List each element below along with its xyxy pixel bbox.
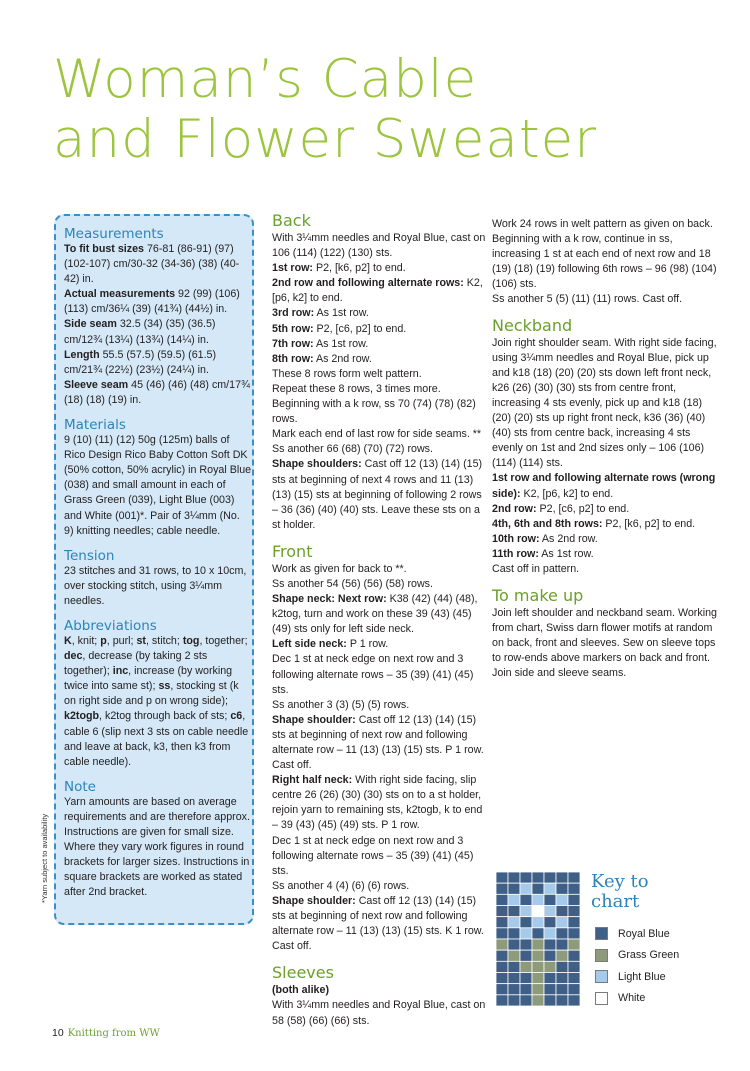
chart-cell <box>556 961 568 972</box>
abbreviations-section <box>64 618 252 770</box>
abbreviation-term: c6 <box>230 710 243 723</box>
chart-cell <box>520 906 532 917</box>
instruction-text: Beginning with a k row, continue in ss, increasing 1 st at each end of next row and 18 (19) (18) (19) following 6th rows – 96 (98) (104) (106) sts. <box>492 233 717 291</box>
chart-cell <box>496 883 508 894</box>
chart-cell <box>532 928 544 939</box>
chart-cell <box>532 883 544 894</box>
instruction-label: 1st row: <box>272 262 313 275</box>
legend-swatch <box>595 992 608 1005</box>
instruction-text: As 1st row. <box>313 337 369 350</box>
instruction-text: As 1st row. <box>538 547 594 560</box>
chart-cell <box>532 917 544 928</box>
legend-swatch <box>595 927 608 940</box>
chart-cell <box>520 961 532 972</box>
chart-cell <box>568 894 580 905</box>
instruction-label: Shape shoulder: <box>272 894 356 907</box>
instruction-text: Beginning with a k row, ss 70 (74) (78) (82) rows. <box>272 398 476 426</box>
instruction-text: Ss another 5 (5) (11) (11) rows. Cast off. <box>492 293 683 306</box>
measurement-label: Actual measurements <box>64 288 176 301</box>
chart-cell <box>496 984 508 995</box>
measurement-label: Side seam <box>64 318 117 331</box>
instruction-text: As 2nd row. <box>539 532 598 545</box>
instruction-line <box>272 322 487 337</box>
instruction-label: 11th row: <box>492 547 539 560</box>
chart-cell <box>544 961 556 972</box>
instruction-line <box>272 592 487 637</box>
yarn-availability-note: *Yarn subject to availability <box>40 813 49 903</box>
chart-legend <box>595 923 679 1009</box>
chart-cell <box>508 928 520 939</box>
page-footer <box>52 1027 160 1039</box>
abbreviations-text <box>64 634 252 770</box>
instruction-text: Mark each end of last row for side seams. ** <box>272 428 482 441</box>
chart-cell <box>544 984 556 995</box>
abbreviation-term: tog <box>182 634 200 647</box>
materials-text: 9 (10) (11) (12) 50g (125m) balls of Rico Design Rico Baby Cotton Soft DK (50% cotton, 50% acrylic) in Royal Blue (038) and small amount in each of Grass Green (039), Light Blue (003) and White (001)*. Pair of 3¼mm (No. 9) knitting needles; cable needle. <box>64 434 252 537</box>
abbreviation-term: ss <box>158 680 171 693</box>
page-title <box>53 50 733 170</box>
instruction-text: P2, [k6, p2] to end. <box>602 517 696 530</box>
chart-cell <box>508 894 520 905</box>
instruction-line <box>272 231 487 261</box>
chart-cell <box>568 961 580 972</box>
chart-cell <box>544 894 556 905</box>
back-heading: Back <box>272 211 311 230</box>
chart-cell <box>556 928 568 939</box>
chart-cell <box>544 872 556 883</box>
instruction-text: Ss another 4 (4) (6) (6) rows. <box>272 879 410 892</box>
legend-item <box>595 966 679 988</box>
chart-cell <box>556 906 568 917</box>
instruction-text: Cast off in pattern. <box>492 562 580 575</box>
abbreviation-meaning: , k2tog through back of sts; <box>99 710 231 723</box>
front-instructions <box>272 562 487 954</box>
chart-cell <box>508 984 520 995</box>
abbreviation-meaning: , increase (by working twice into same st); <box>64 665 233 693</box>
measurement-value: 32.5 (34) (35) (36.5) cm/12¾ (13¼) (13¾) (14¼) in. <box>64 318 216 346</box>
chart-cell <box>496 950 508 961</box>
chart-cell <box>568 995 580 1006</box>
instruction-label: 1st row and following alternate rows (wrong side): <box>492 472 716 500</box>
instruction-label: Shape shoulders: <box>272 458 362 471</box>
chart-cell <box>508 995 520 1006</box>
flower-motif-chart <box>496 872 580 1006</box>
abbreviation-meaning: , decrease (by taking 2 sts together); <box>64 650 208 678</box>
abbreviation-term: dec <box>64 650 83 663</box>
measurement-label: Sleeve seam <box>64 378 129 391</box>
chart-cell <box>544 995 556 1006</box>
instruction-line <box>272 427 487 442</box>
chart-cell <box>520 917 532 928</box>
sleeves-subheading: (both alike) <box>272 984 330 997</box>
chart-cell <box>556 883 568 894</box>
chart-cell <box>508 883 520 894</box>
instruction-line <box>492 517 722 532</box>
instruction-text: As 1st row. <box>314 307 369 320</box>
instruction-text: Dec 1 st at neck edge on next row and 3 following alternate rows – 35 (39) (41) (45) sts. <box>272 834 474 877</box>
instruction-line <box>272 562 487 577</box>
legend-label: Royal Blue <box>618 927 670 940</box>
chart-cell <box>544 939 556 950</box>
materials-section <box>64 417 252 539</box>
chart-cell <box>520 973 532 984</box>
legend-label: White <box>618 992 646 1005</box>
instruction-label: Left side neck: <box>272 638 347 651</box>
title-line-1: Woman’s Cable <box>53 49 478 110</box>
instruction-line <box>272 337 487 352</box>
sleeves-heading: Sleeves <box>272 963 334 983</box>
instruction-line <box>272 306 487 321</box>
chart-cell <box>532 894 544 905</box>
chart-cell <box>532 973 544 984</box>
legend-item <box>595 923 679 945</box>
legend-swatch <box>595 949 608 962</box>
instruction-label: 2nd row and following alternate rows: <box>272 277 464 290</box>
instruction-text: K2, [p6, k2] to end. <box>272 277 483 305</box>
instruction-line <box>492 471 722 501</box>
instruction-line <box>272 577 487 592</box>
instruction-text: Ss another 54 (56) (56) (58) rows. <box>272 577 433 590</box>
instruction-line <box>492 336 722 472</box>
instruction-text: Join right shoulder seam. With right side facing, using 3¼mm needles and Royal Blue, pick up and k18 (18) (20) (20) sts down left front neck, k26 (26) (30) (30) sts from centre front, increasing 4 sts evenly, pick up and k18 (18) (20) (20) sts up right front neck, k36 (36) (40) (40) sts from centre back, increasing 4 sts evenly on 1st and 2nd sizes only – 106 (106) (114) (114) sts. <box>492 336 717 470</box>
legend-item <box>595 988 679 1010</box>
chart-cell <box>520 928 532 939</box>
materials-heading: Materials <box>64 417 126 434</box>
measurement-label: To fit bust sizes <box>64 243 144 255</box>
instruction-line <box>492 532 722 547</box>
make-up-heading: To make up <box>492 586 584 606</box>
instruction-text: P2, [c6, p2] to end. <box>313 322 407 335</box>
instruction-text: P 1 row. <box>346 638 389 651</box>
instruction-line <box>272 261 487 276</box>
page-number: 10 <box>52 1027 64 1039</box>
column-middle <box>272 210 487 1029</box>
chart-cell <box>508 939 520 950</box>
instruction-text: Work 24 rows in welt pattern as given on back. <box>492 218 713 230</box>
publication-name: Knitting from WW <box>67 1028 160 1039</box>
abbreviation-meaning: , together; <box>199 634 248 647</box>
chart-cell <box>508 872 520 883</box>
chart-cell <box>520 939 532 950</box>
chart-cell <box>496 917 508 928</box>
chart-cell <box>556 917 568 928</box>
chart-cell <box>496 973 508 984</box>
abbreviation-term: K <box>64 634 72 647</box>
key-title <box>591 872 649 912</box>
instruction-line <box>272 713 487 773</box>
chart-cell <box>520 872 532 883</box>
instruction-text: P2, [c6, p2] to end. <box>536 502 630 515</box>
chart-cell <box>568 973 580 984</box>
chart-cell <box>544 973 556 984</box>
instruction-label: 2nd row: <box>492 502 537 515</box>
instruction-text: Ss another 66 (68) (70) (72) rows. <box>272 443 433 456</box>
chart-cell <box>496 872 508 883</box>
instruction-line <box>272 698 487 713</box>
instruction-line <box>272 367 487 382</box>
instruction-label: 4th, 6th and 8th rows: <box>492 517 603 530</box>
abbreviation-term: k2togb <box>64 710 100 723</box>
instruction-text: Dec 1 st at neck edge on next row and 3 following alternate rows – 35 (39) (41) (45) sts. <box>272 653 474 696</box>
instruction-label: 7th row: <box>272 337 314 350</box>
chart-cell <box>520 883 532 894</box>
measurements-text <box>64 242 252 408</box>
chart-cell <box>568 872 580 883</box>
chart-cell <box>556 950 568 961</box>
measurement-value: 45 (46) (46) (48) cm/17¾ (18) (18) (19) in. <box>64 378 250 406</box>
measurement-value: 76-81 (86-91) (97) (102-107) cm/30-32 (34-36) (38) (40-42) in. <box>64 243 240 286</box>
measurement-label: Length <box>64 348 100 361</box>
key-title-line-1: Key to <box>591 871 649 892</box>
chart-cell <box>496 961 508 972</box>
chart-cell <box>544 906 556 917</box>
instruction-line <box>272 773 487 833</box>
instruction-label: 8th row: <box>272 352 314 365</box>
instruction-line <box>492 547 722 562</box>
abbreviations-heading: Abbreviations <box>64 617 157 634</box>
instruction-text: Repeat these 8 rows, 3 times more. <box>272 382 441 395</box>
chart-cell <box>556 995 568 1006</box>
abbreviation-meaning: , stitch; <box>145 634 183 647</box>
instruction-line <box>272 637 487 652</box>
instruction-label: 5th row: <box>272 322 314 335</box>
legend-label: Grass Green <box>618 949 680 962</box>
instruction-label: Shape neck: Next row: <box>272 593 387 606</box>
abbreviation-term: p <box>100 634 107 647</box>
sleeves-instructions-start <box>272 998 487 1028</box>
instruction-line <box>272 834 487 879</box>
chart-cell <box>508 917 520 928</box>
instruction-line <box>272 652 487 697</box>
tension-section <box>64 548 252 609</box>
note-heading: Note <box>64 778 96 795</box>
chart-cell <box>556 984 568 995</box>
instruction-line <box>492 217 722 232</box>
chart-cell <box>544 917 556 928</box>
instruction-text: With right side facing, slip centre 26 (26) (30) (30) sts on to a st holder, rejoin yarn to remaining sts, k2togb, k to end – 39 (43) (45) (49) sts. P 1 row. <box>272 774 483 832</box>
instruction-text: With 3¼mm needles and Royal Blue, cast on 58 (58) (66) (66) sts. <box>272 999 486 1027</box>
make-up-text: Join left shoulder and neckband seam. Working from chart, Swiss darn flower motifs at random on back, front and sleeves. Sew on sleeve tops to row-ends above markers on back and front. Join side and sleeve seams. <box>492 607 717 680</box>
instruction-text: K38 (42) (44) (48), k2tog, turn and work on these 39 (43) (45) (49) sts only for left side neck. <box>272 593 478 636</box>
chart-cell <box>532 995 544 1006</box>
chart-cell <box>568 939 580 950</box>
chart-cell <box>508 973 520 984</box>
instruction-line <box>492 502 722 517</box>
instruction-label: Shape shoulder: <box>272 713 356 726</box>
instruction-text: With 3¼mm needles and Royal Blue, cast on 106 (114) (122) (130) sts. <box>272 232 486 260</box>
chart-cell <box>508 950 520 961</box>
instruction-text: Cast off 12 (13) (14) (15) sts at beginning of next row and following alternate row – 11 (13) (13) (15) sts. K 1 row. Cast off. <box>272 894 484 953</box>
instruction-line <box>492 562 722 577</box>
chart-cell <box>532 961 544 972</box>
legend-swatch <box>595 970 608 983</box>
chart-cell <box>520 984 532 995</box>
instruction-line <box>272 879 487 894</box>
instruction-text: Cast off 12 (13) (14) (15) sts at beginning of next row and following alternate row – 11 (13) (13) (15) sts. P 1 row. Cast off. <box>272 713 484 772</box>
chart-cell <box>532 984 544 995</box>
chart-cell <box>544 928 556 939</box>
chart-cell <box>544 950 556 961</box>
instruction-line <box>272 276 487 306</box>
abbreviation-meaning: , knit; <box>71 634 101 647</box>
instruction-line <box>492 232 722 292</box>
chart-cell <box>556 939 568 950</box>
instruction-line <box>272 352 487 367</box>
chart-cell <box>568 950 580 961</box>
chart-cell <box>496 995 508 1006</box>
instruction-label: Right half neck: <box>272 774 353 787</box>
instruction-text: As 2nd row. <box>313 352 372 365</box>
measurement-value: 55.5 (57.5) (59.5) (61.5) cm/21¾ (22½) (23½) (24¼) in. <box>64 348 217 376</box>
abbreviation-term: st <box>136 634 146 647</box>
chart-cell <box>520 894 532 905</box>
chart-cell <box>496 894 508 905</box>
instruction-line <box>272 457 487 532</box>
instruction-text: These 8 rows form welt pattern. <box>272 367 422 380</box>
instruction-label: 3rd row: <box>272 307 315 320</box>
neckband-instructions <box>492 336 722 578</box>
instruction-line <box>272 442 487 457</box>
note-text: Yarn amounts are based on average requirements and are therefore approx. Instructions are given for small size. Where they vary work figures in round brackets for larger sizes. Instructions in square brackets are worked as stated after 2nd bracket. <box>64 795 250 899</box>
measurements-section <box>64 226 252 408</box>
chart-cell <box>568 917 580 928</box>
chart-cell <box>544 883 556 894</box>
back-instructions <box>272 231 487 533</box>
chart-cell <box>520 950 532 961</box>
measurement-value: 92 (99) (106) (113) cm/36¼ (39) (41¾) (44½) in. <box>64 288 240 316</box>
title-line-2: and Flower Sweater <box>53 109 598 170</box>
note-section <box>64 779 252 901</box>
chart-cell <box>532 872 544 883</box>
abbreviation-meaning: , stocking st (k on right side and p on wrong side); <box>64 680 239 708</box>
tension-text: 23 stitches and 31 rows, to 10 x 10cm, over stocking stitch, using 3¼mm needles. <box>64 564 247 607</box>
legend-item <box>595 945 679 967</box>
instruction-text: Ss another 3 (3) (5) (5) rows. <box>272 698 410 711</box>
chart-cell <box>496 928 508 939</box>
instruction-line <box>272 998 487 1028</box>
key-title-line-2: chart <box>591 891 640 912</box>
chart-cell <box>520 995 532 1006</box>
chart-cell <box>568 984 580 995</box>
measurements-heading: Measurements <box>64 226 164 242</box>
chart-cell <box>508 961 520 972</box>
chart-cell <box>496 906 508 917</box>
abbreviation-meaning: , purl; <box>106 634 137 647</box>
instruction-text: K2, [p6, k2] to end. <box>520 487 614 500</box>
sleeves-instructions-cont <box>492 217 722 308</box>
front-heading: Front <box>272 541 313 561</box>
info-sidebar <box>54 214 254 925</box>
instruction-line <box>272 894 487 954</box>
chart-cell <box>568 906 580 917</box>
abbreviation-term: inc <box>112 665 129 678</box>
chart-cell <box>532 939 544 950</box>
chart-cell <box>532 950 544 961</box>
legend-label: Light Blue <box>618 970 666 983</box>
chart-cell <box>568 928 580 939</box>
chart-cell <box>508 906 520 917</box>
chart-cell <box>556 894 568 905</box>
instruction-line <box>272 382 487 397</box>
tension-heading: Tension <box>64 547 115 564</box>
chart-cell <box>556 872 568 883</box>
instruction-text: Cast off 12 (13) (14) (15) sts at beginning of next 4 rows and 11 (13) (13) (15) sts at beginning of following 2 rows – 36 (36) (40) (40) sts. Leave these sts on a st holder. <box>272 458 483 531</box>
neckband-heading: Neckband <box>492 315 573 335</box>
instruction-label: 10th row: <box>492 532 540 545</box>
chart-cell <box>568 883 580 894</box>
chart-cell <box>556 973 568 984</box>
abbreviation-meaning: , cable 6 (slip next 3 sts on cable needle and leave at back, k3, then k3 from cable needle). <box>64 710 249 768</box>
instruction-line <box>272 397 487 427</box>
instruction-line <box>492 292 722 307</box>
instruction-text: Work as given for back to **. <box>272 562 407 575</box>
chart-cell <box>532 906 544 917</box>
instruction-text: P2, [k6, p2] to end. <box>312 262 406 275</box>
column-right <box>492 217 722 682</box>
chart-cell <box>496 939 508 950</box>
